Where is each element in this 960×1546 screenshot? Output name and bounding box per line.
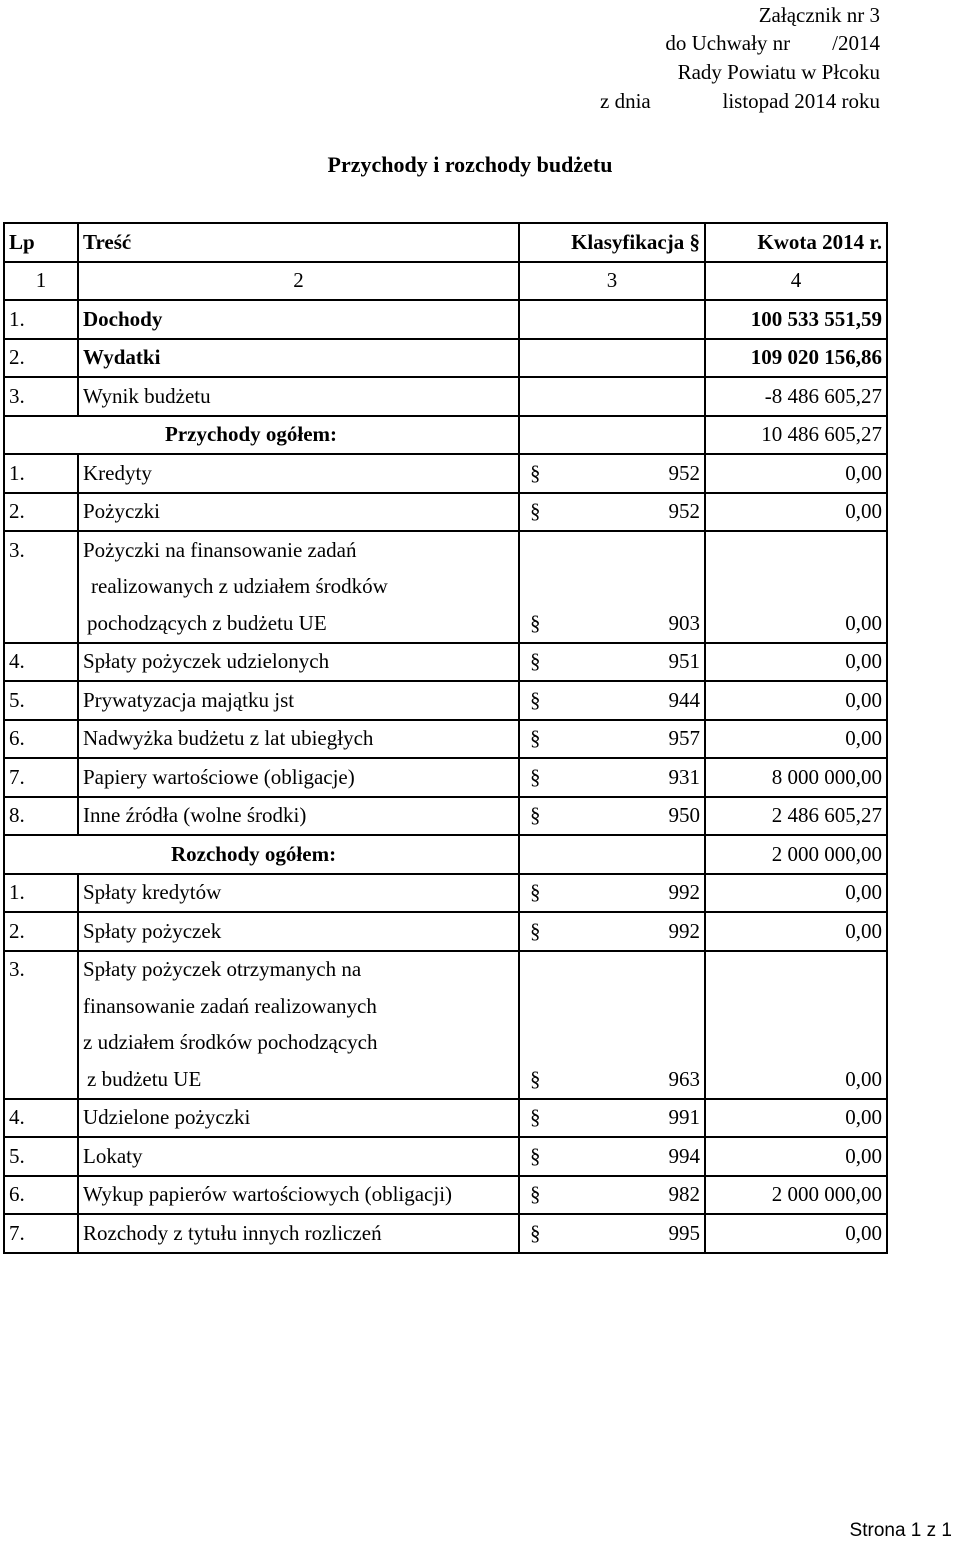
row-lp: 1. <box>4 874 78 913</box>
row-tresc: Spłaty kredytów <box>78 874 519 913</box>
row-klas: § 992 <box>519 874 705 913</box>
row-kwota: 0,00 <box>705 605 887 643</box>
table-row <box>4 1214 887 1253</box>
row-kwota: 0,00 <box>705 1099 887 1138</box>
table-row <box>4 912 887 951</box>
row-tresc: z budżetu UE <box>78 1061 519 1099</box>
table-row-continuation <box>4 988 887 1025</box>
table-row <box>4 1137 887 1176</box>
table-row <box>4 454 887 493</box>
row-tresc: Prywatyzacja majątku jst <box>78 681 519 720</box>
table-row-continuation <box>4 1025 887 1062</box>
row-lp: 5. <box>4 1137 78 1176</box>
row-kwota: 0,00 <box>705 1061 887 1099</box>
table-row <box>4 874 887 913</box>
page-number: Strona 1 z 1 <box>849 1520 952 1541</box>
row-klas: § 952 <box>519 493 705 532</box>
row-kwota: 8 000 000,00 <box>705 758 887 797</box>
colnum-4: 4 <box>705 262 887 301</box>
row-tresc: Kredyty <box>78 454 519 493</box>
section-sign: § <box>530 649 541 674</box>
date-label: z dnia <box>600 89 651 113</box>
row-kwota <box>705 951 887 989</box>
row-lp <box>4 988 78 1025</box>
table-header-row <box>4 223 887 262</box>
row-lp: 1. <box>4 454 78 493</box>
table-row <box>4 531 887 569</box>
row-lp: 8. <box>4 797 78 836</box>
resolution-number: do Uchwały nr /2014 <box>665 31 880 55</box>
row-lp: 3. <box>4 377 78 416</box>
row-lp: 7. <box>4 1214 78 1253</box>
przychody-label: Przychody ogółem: <box>4 416 519 455</box>
council-name: Rady Powiatu w Płcoku <box>677 60 880 84</box>
rozchody-label: Rozchody ogółem: <box>4 835 519 874</box>
row-tresc: Wydatki <box>78 339 519 378</box>
row-klas <box>519 339 705 378</box>
table-row <box>4 758 887 797</box>
table-row <box>4 1176 887 1215</box>
rozchody-total-row <box>4 835 887 874</box>
row-lp: 6. <box>4 1176 78 1215</box>
row-lp <box>4 605 78 643</box>
row-klas <box>519 988 705 1025</box>
row-klas: § 995 <box>519 1214 705 1253</box>
header-klasyfikacja: Klasyfikacja § <box>519 223 705 262</box>
row-kwota: 0,00 <box>705 643 887 682</box>
row-kwota <box>705 1025 887 1062</box>
section-sign: § <box>530 764 541 789</box>
row-tresc: Nadwyżka budżetu z lat ubiegłych <box>78 720 519 759</box>
row-klas <box>519 300 705 339</box>
section-sign: § <box>530 918 541 943</box>
table-row <box>4 1099 887 1138</box>
przychody-total: 10 486 605,27 <box>705 416 887 455</box>
row-lp: 3. <box>4 531 78 569</box>
row-klas: § 994 <box>519 1137 705 1176</box>
row-kwota: -8 486 605,27 <box>705 377 887 416</box>
section-sign: § <box>530 610 541 635</box>
row-tresc: Inne źródła (wolne środki) <box>78 797 519 836</box>
row-klas: § 903 <box>519 605 705 643</box>
row-lp: 2. <box>4 912 78 951</box>
section-sign: § <box>530 499 541 524</box>
header-kwota: Kwota 2014 r. <box>705 223 887 262</box>
section-sign: § <box>530 726 541 751</box>
table-row-continuation <box>4 569 887 606</box>
table-row <box>4 720 887 759</box>
section-sign: § <box>530 880 541 905</box>
row-lp: 4. <box>4 1099 78 1138</box>
row-lp: 4. <box>4 643 78 682</box>
row-lp: 2. <box>4 493 78 532</box>
row-kwota <box>705 988 887 1025</box>
row-klas: § 982 <box>519 1176 705 1215</box>
row-klas: § 957 <box>519 720 705 759</box>
table-row <box>4 681 887 720</box>
row-kwota: 0,00 <box>705 493 887 532</box>
rozchody-total: 2 000 000,00 <box>705 835 887 874</box>
row-tresc: Dochody <box>78 300 519 339</box>
row-kwota: 0,00 <box>705 454 887 493</box>
row-klas: § 944 <box>519 681 705 720</box>
row-lp <box>4 1025 78 1062</box>
row-kwota <box>705 569 887 606</box>
row-klas: § 931 <box>519 758 705 797</box>
row-kwota: 0,00 <box>705 720 887 759</box>
section-sign: § <box>530 460 541 485</box>
row-tresc: Papiery wartościowe (obligacje) <box>78 758 519 797</box>
row-klas <box>519 1025 705 1062</box>
row-klas <box>519 416 705 455</box>
row-klas <box>519 835 705 874</box>
row-lp: 5. <box>4 681 78 720</box>
row-klas <box>519 377 705 416</box>
row-kwota: 2 486 605,27 <box>705 797 887 836</box>
table-row <box>4 951 887 989</box>
section-sign: § <box>530 1220 541 1245</box>
row-tresc: Udzielone pożyczki <box>78 1099 519 1138</box>
row-tresc: Spłaty pożyczek otrzymanych na <box>78 951 519 989</box>
row-tresc: Spłaty pożyczek <box>78 912 519 951</box>
row-tresc: Wykup papierów wartościowych (obligacji) <box>78 1176 519 1215</box>
section-sign: § <box>530 1105 541 1130</box>
section-sign: § <box>530 1143 541 1168</box>
row-kwota: 100 533 551,59 <box>705 300 887 339</box>
header-lp: Lp <box>4 223 78 262</box>
row-klas <box>519 951 705 989</box>
table-row <box>4 643 887 682</box>
row-klas: § 992 <box>519 912 705 951</box>
document-title: Przychody i rozchody budżetu <box>327 152 613 177</box>
przychody-total-row <box>4 416 887 455</box>
row-klas: § 951 <box>519 643 705 682</box>
column-number-row <box>4 262 887 301</box>
section-sign: § <box>530 687 541 712</box>
row-tresc: Lokaty <box>78 1137 519 1176</box>
row-kwota: 0,00 <box>705 1137 887 1176</box>
table-row-wynik <box>4 377 887 416</box>
budget-table <box>3 222 888 1254</box>
row-kwota: 0,00 <box>705 912 887 951</box>
row-lp: 2. <box>4 339 78 378</box>
row-kwota: 109 020 156,86 <box>705 339 887 378</box>
row-tresc: z udziałem środków pochodzących <box>78 1025 519 1062</box>
row-lp: 1. <box>4 300 78 339</box>
row-kwota <box>705 531 887 569</box>
row-klas: § 950 <box>519 797 705 836</box>
section-sign: § <box>530 1066 541 1091</box>
colnum-2: 2 <box>78 262 519 301</box>
table-row-continuation <box>4 605 887 643</box>
section-sign: § <box>530 803 541 828</box>
row-klas <box>519 531 705 569</box>
row-klas <box>519 569 705 606</box>
row-lp: 3. <box>4 951 78 989</box>
row-lp <box>4 1061 78 1099</box>
header-tresc: Treść <box>78 223 519 262</box>
section-sign: § <box>530 1182 541 1207</box>
row-tresc: finansowanie zadań realizowanych <box>78 988 519 1025</box>
row-lp: 6. <box>4 720 78 759</box>
table-row-dochody <box>4 300 887 339</box>
row-tresc: Spłaty pożyczek udzielonych <box>78 643 519 682</box>
table-row-wydatki <box>4 339 887 378</box>
row-tresc: Pożyczki na finansowanie zadań <box>78 531 519 569</box>
row-klas: § 991 <box>519 1099 705 1138</box>
table-row-continuation <box>4 1061 887 1099</box>
row-klas: § 963 <box>519 1061 705 1099</box>
row-lp <box>4 569 78 606</box>
row-kwota: 0,00 <box>705 874 887 913</box>
row-kwota: 2 000 000,00 <box>705 1176 887 1215</box>
colnum-3: 3 <box>519 262 705 301</box>
row-tresc: Wynik budżetu <box>78 377 519 416</box>
table-row <box>4 797 887 836</box>
colnum-1: 1 <box>4 262 78 301</box>
row-kwota: 0,00 <box>705 1214 887 1253</box>
row-klas: § 952 <box>519 454 705 493</box>
row-tresc: realizowanych z udziałem środków <box>78 569 519 606</box>
row-tresc: Rozchody z tytułu innych rozliczeń <box>78 1214 519 1253</box>
row-tresc: pochodzących z budżetu UE <box>78 605 519 643</box>
annex-number: Załącznik nr 3 <box>758 3 880 27</box>
row-lp: 7. <box>4 758 78 797</box>
row-kwota: 0,00 <box>705 681 887 720</box>
date-value: listopad 2014 roku <box>722 89 880 113</box>
table-row <box>4 493 887 532</box>
row-tresc: Pożyczki <box>78 493 519 532</box>
